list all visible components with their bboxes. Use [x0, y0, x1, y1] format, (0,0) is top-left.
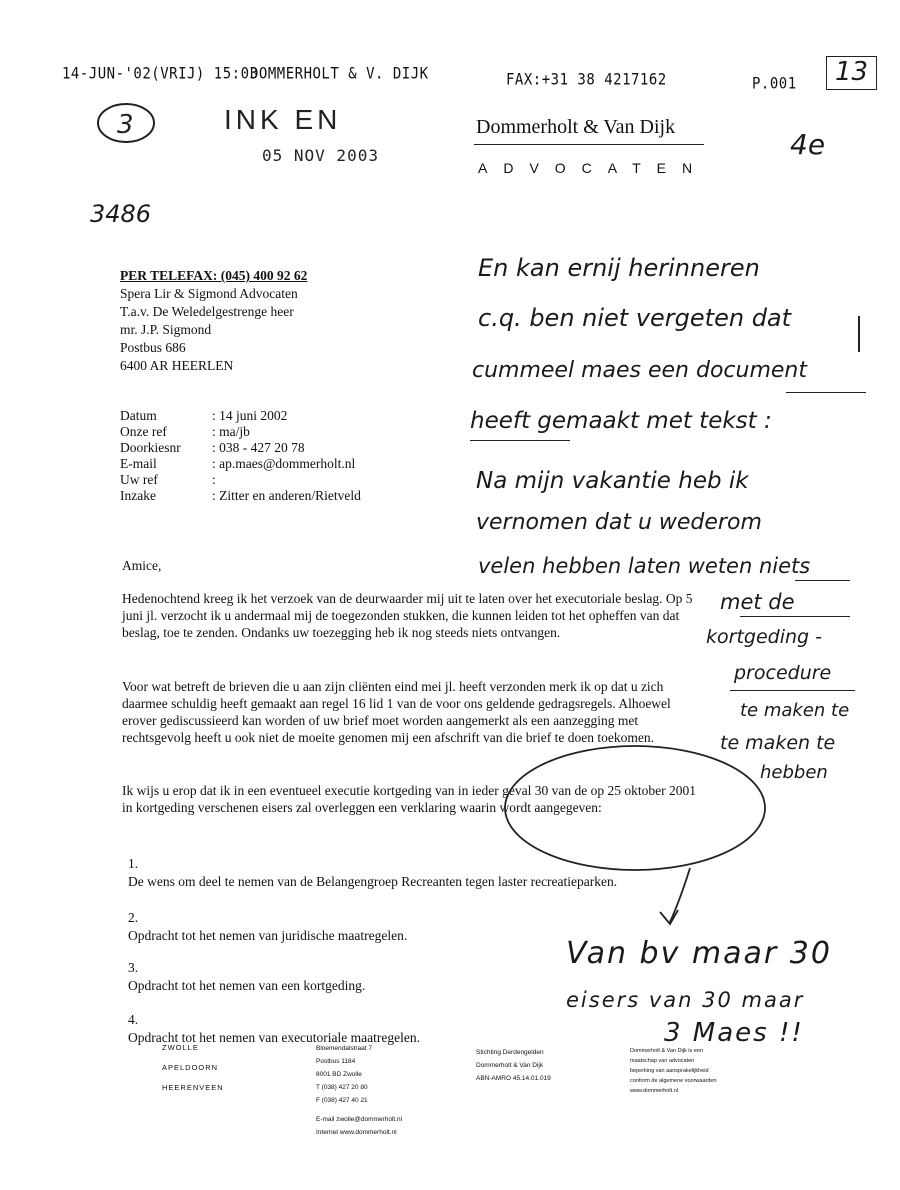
list-item-text: Opdracht tot het nemen van executoriale maatregelen.	[128, 1030, 420, 1045]
meta-label: Doorkiesnr	[120, 440, 181, 455]
handwritten-line: kortgeding -	[706, 626, 822, 648]
addressee-postbox: Postbus 686	[120, 340, 186, 355]
meta-row	[120, 440, 361, 456]
handwritten-line: cummeel maes een document	[472, 358, 807, 383]
handwritten-line: met de	[720, 590, 795, 614]
handwritten-line: heeft gemaakt met tekst :	[470, 408, 772, 434]
footer-terms-line: conform de algemene voorwaarden	[630, 1078, 717, 1084]
fax-line: PER TELEFAX: (045) 400 92 62	[120, 268, 308, 283]
handwritten-bar	[858, 316, 860, 352]
handwritten-underline	[740, 616, 850, 617]
paragraph: Ik wijs u erop dat ik in een eventueel executie kortgeding van in ieder geval 30 van de op 25 oktober 2001 in kortgeding verschenen eisers zal overleggen een verklaring waarin wordt aangegeven:	[122, 783, 696, 815]
list-item-text: Opdracht tot het nemen van een kortgeding.	[128, 978, 366, 993]
footer-city: HEERENVEEN	[162, 1083, 224, 1092]
footer-address	[316, 1042, 402, 1139]
footer-address-line: 8001 BD Zwolle	[316, 1071, 362, 1078]
handwritten-line: procedure	[734, 662, 832, 684]
meta-label: Datum	[120, 408, 157, 423]
list-item-num: 4.	[128, 1012, 139, 1027]
handwritten-line: c.q. ben niet vergeten dat	[478, 304, 792, 332]
footer-cities	[162, 1040, 224, 1095]
meta-block	[120, 408, 361, 504]
list-item-num: 3.	[128, 960, 139, 975]
addressee-city: 6400 AR HEERLEN	[120, 358, 234, 373]
meta-value: : 038 - 427 20 78	[212, 440, 305, 455]
handwritten-line: Na mijn vakantie heb ik	[476, 468, 749, 494]
paragraph: Hedenochtend kreeg ik het verzoek van de deurwaarder mij uit te laten over het executoriale beslag. Op 5 juni jl. verzocht ik u andermaal mij de toegezonden stukken, die kunnen leiden tot het opheffen van dat beslag, toe te zenden. Ondanks uw toezegging heb ik nog steeds niets ontvangen.	[122, 591, 693, 640]
fax-datetime: 14-JUN-'02(VRIJ) 15:03	[62, 64, 259, 84]
footer-terms-line: Dommerholt & Van Dijk is een	[630, 1048, 703, 1054]
corner-mark: 4e	[790, 128, 826, 161]
handwritten-underline	[470, 440, 570, 441]
meta-value: :	[212, 472, 216, 487]
handwritten-underline	[730, 690, 855, 691]
addressee-attn: T.a.v. De Weledelgestrenge heer	[120, 304, 294, 319]
footer-address-line: T (038) 427 20 80	[316, 1084, 368, 1091]
footer-terms-line: www.dommerholt.nl	[630, 1088, 678, 1094]
firm-name: Dommerholt & Van Dijk	[476, 116, 676, 138]
circled-number	[95, 100, 157, 146]
footer-foundation	[476, 1046, 551, 1085]
meta-value: : ap.maes@dommerholt.nl	[212, 456, 356, 471]
handwritten-bottom: Van bv maar 30	[566, 936, 832, 971]
circled-number-text: 3	[117, 110, 134, 140]
received-stamp-date: 05 NOV 2003	[262, 146, 379, 165]
meta-row	[120, 456, 361, 472]
handwritten-underline	[795, 580, 850, 581]
list-item-text: De wens om deel te nemen van de Belangengroep Recreanten tegen laster recreatieparken.	[128, 874, 618, 889]
meta-label: Onze ref	[120, 424, 167, 439]
handwritten-bottom: 3 Maes !!	[664, 1018, 804, 1048]
handwritten-line: te maken te	[720, 732, 836, 754]
salutation: Amice,	[122, 558, 162, 573]
handwritten-line: velen hebben laten weten niets	[478, 554, 811, 578]
received-stamp-label: INK EN	[224, 104, 342, 135]
meta-value: : ma/jb	[212, 424, 250, 439]
firm-rule	[474, 144, 704, 145]
meta-value: : 14 juni 2002	[212, 408, 288, 423]
footer-terms-line: maatschap van advocaten	[630, 1058, 695, 1064]
handwritten-line: hebben	[760, 762, 828, 783]
footer-city: APELDOORN	[162, 1063, 219, 1072]
meta-label: Inzake	[120, 488, 156, 503]
meta-value: : Zitter en anderen/Rietveld	[212, 488, 361, 503]
list-item-num: 1.	[128, 856, 139, 871]
footer-foundation-line: Dommerholt & Van Dijk	[476, 1062, 544, 1069]
handwritten-line: te maken te	[740, 700, 850, 721]
fax-page: P.001	[752, 74, 797, 94]
meta-label: E-mail	[120, 456, 157, 471]
footer-terms	[630, 1046, 717, 1096]
meta-label: Uw ref	[120, 472, 158, 487]
addressee-name: mr. J.P. Sigmond	[120, 322, 212, 337]
firm-subtitle: ADVOCATEN	[478, 160, 709, 176]
fax-sender: DOMMERHOLT & V. DIJK	[250, 64, 429, 84]
handwritten-underline	[786, 392, 866, 393]
list-item-num: 2.	[128, 910, 139, 925]
page-number-box: 13	[826, 56, 877, 90]
footer-address-line: Internet www.dommerholt.nl	[316, 1129, 397, 1136]
case-number: 3486	[90, 200, 152, 228]
meta-row	[120, 408, 361, 424]
footer-address-line: F (038) 427 40 21	[316, 1097, 368, 1104]
handwritten-bottom: eisers van 30 maar	[566, 988, 805, 1012]
footer-address-line: E-mail zwolle@dommerholt.nl	[316, 1116, 403, 1123]
footer-address-line: Bloemendalstraat 7	[316, 1045, 373, 1052]
footer-foundation-line: ABN-AMRO 45.14.01.019	[476, 1075, 551, 1082]
addressee-firm: Spera Lir & Sigmond Advocaten	[120, 286, 298, 301]
paragraph: Voor wat betreft de brieven die u aan zijn cliënten eind mei jl. heeft verzonden merk ik op dat u zich daarmee schuldig heeft gemaakt aan regel 16 lid 1 van de voor ons geldende gedragsregels. Alhoewel erover gediscussieerd kan worden of uw brief moet worden aangemerkt als een aanzegging met rechtsgevolg heeft u ook niet de moeite genomen mij een afschrift van die brief te doen toekomen.	[122, 679, 671, 745]
meta-row	[120, 424, 361, 440]
footer-address-line: Postbus 1184	[316, 1058, 356, 1065]
meta-row	[120, 488, 361, 504]
handwritten-line: vernomen dat u wederom	[476, 510, 762, 535]
fax-number: FAX:+31 38 4217162	[506, 70, 667, 90]
footer-terms-line: beperking van aansprakelijkheid	[630, 1068, 709, 1074]
list-item-text: Opdracht tot het nemen van juridische maatregelen.	[128, 928, 408, 943]
meta-row	[120, 472, 361, 488]
handwritten-line: En kan ernij herinneren	[478, 254, 760, 282]
footer-foundation-line: Stichting Derdengelden	[476, 1049, 544, 1056]
footer-city: ZWOLLE	[162, 1043, 199, 1052]
handwritten-circle-arrow	[480, 740, 800, 940]
